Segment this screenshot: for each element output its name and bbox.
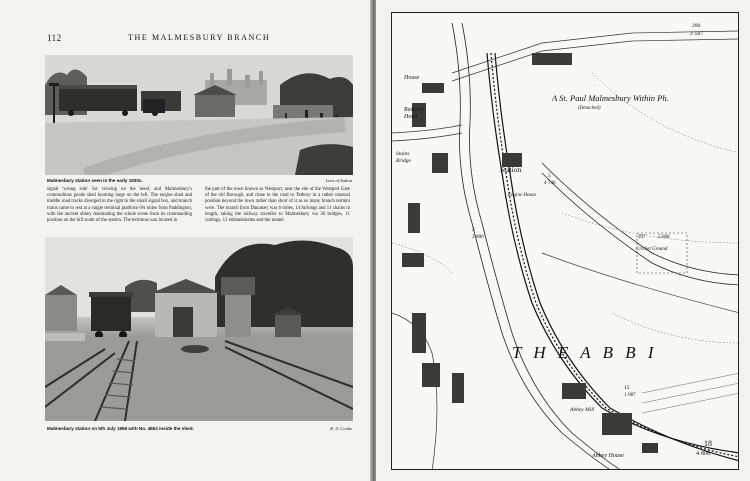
left-page bbox=[0, 0, 372, 481]
caption-bottom-text: Malmesbury station on 5th July 1956 with No. 4853 inside the shed. bbox=[47, 426, 194, 431]
map-parcel-a: 200 bbox=[692, 23, 701, 29]
body-text-left-column: signal 'wrong side' for viewing on the bend, and Malmesbury's commodious goods shed looming large on the left. The engine shed and middle road tracks diverged to the right to the small signal box, and branch trains came to rest at a single terminal platform 6¾ miles from Paddington, with the ancient abbey dominating the whole scene from its commanding position on the hill south of the station. The terminus was located in bbox=[47, 187, 192, 224]
running-head: THE MALMESBURY BRANCH bbox=[128, 33, 271, 42]
map-parcel-c-area: 4·808 bbox=[696, 451, 710, 457]
right-page bbox=[376, 0, 750, 481]
map-parcel-b-area: 2·808 bbox=[658, 235, 670, 240]
map-parcel-f-area: 2·800 bbox=[472, 235, 484, 240]
map-label-cricket-ground: Cricket Ground bbox=[636, 247, 668, 252]
map-label-abbey-house: Abbey House bbox=[592, 453, 624, 459]
photo-station-1930s-image bbox=[45, 55, 353, 175]
map-label-parish: A St. Paul Malmesbury Within Ph. bbox=[552, 93, 669, 103]
map-label-detached: (Detached) bbox=[578, 106, 601, 111]
map-label-the-abbey: T H E A B B I bbox=[512, 343, 658, 362]
map-label-engine-house: Engine House bbox=[508, 193, 537, 198]
credit-bottom-photo: R. A. Cooke bbox=[330, 426, 352, 431]
map-parcel-d: 5 bbox=[548, 173, 551, 179]
map-parcel-f: 2 bbox=[472, 227, 475, 233]
caption-top-text: Malmesbury station seen in the early 1930s. bbox=[47, 178, 143, 183]
map-parcel-e: 15 bbox=[624, 385, 630, 391]
ordnance-survey-map bbox=[391, 12, 739, 470]
photo-station-1930s bbox=[45, 55, 353, 175]
page-number: 112 bbox=[47, 33, 62, 43]
map-label-house: House bbox=[404, 75, 420, 81]
photo-station-1956-image bbox=[45, 237, 353, 421]
map-linework bbox=[392, 13, 739, 470]
map-parcel-e-area: 1·987 bbox=[624, 393, 636, 398]
map-label-abbey-mill: Abbey Mill bbox=[570, 407, 595, 413]
photo-station-1956 bbox=[45, 237, 353, 421]
body-text-right-column: the part of the town known as Westport, near the site of the Westport Gate of the old Borough, and close to the road to Tetbury in a rather unusual position beyond the town rather than short of it as so many branch termini were. The branch from Dauntsey was 6 miles, 14 furlongs and 11 chains in length, taking the railway traveller to Malmesbury via 36 bridges, 11 cuttings, 12 embankments and the tunnel. bbox=[205, 187, 350, 224]
map-label-stains-bridge: Stains Bridge bbox=[396, 151, 411, 164]
map-parcel-d-area: 4·746 bbox=[544, 181, 556, 186]
map-label-railway-hotel: Railway Hotel bbox=[404, 107, 424, 120]
map-parcel-c: 18 bbox=[704, 439, 712, 448]
map-label-station: Station bbox=[500, 165, 522, 174]
map-parcel-a-area: 2·587 bbox=[690, 31, 703, 37]
map-parcel-b: 207 bbox=[638, 235, 646, 240]
credit-top-photo: Lens of Sutton bbox=[325, 178, 352, 183]
